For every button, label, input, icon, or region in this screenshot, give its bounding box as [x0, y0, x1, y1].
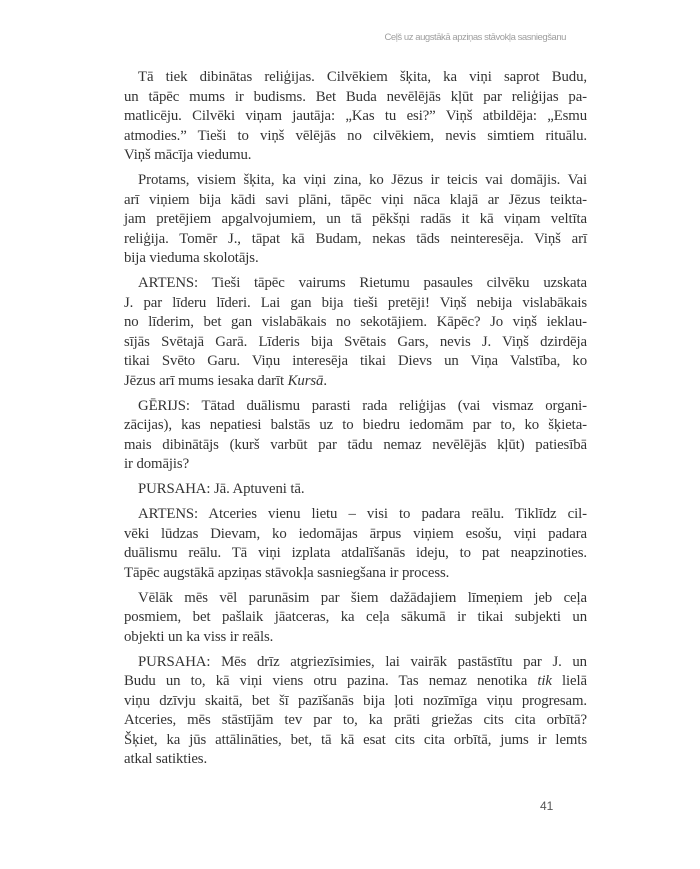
text-line: no līderim, bet gan vislabākais no sekotājiem. Kāpēc? Jo viņš ieklau- — [124, 314, 587, 330]
text-line: viņu dzīvju skaitā, bet šī pazīšanās bija ļoti nozīmīga viņu progresam. — [124, 692, 587, 709]
text-line: matlicēju. Cilvēki viņam jautāja: „Kas tu esi?” Viņš atbildēja: „Esmu — [124, 108, 587, 124]
text-line: Protams, visiem šķita, ka viņi zina, ko Jēzus ir teicis vai domājis. Vai — [138, 172, 587, 188]
text-line: Budu un to, kā viņi viens otru pazina. Tas nemaz nenotika tik lielā — [124, 673, 587, 689]
text-line: Tāpēc augstākā apziņas stāvokļa sasniegšana ir process. — [124, 564, 450, 581]
paragraph — [124, 274, 587, 391]
text-line: arī viņiem bija kādi savi plāni, tāpēc viņi nāca klajā ar Jēzus teikta- — [124, 191, 587, 208]
page-number: 41 — [540, 799, 554, 813]
text-line: zācijas), kas nepatiesi balstās uz to biedru iedomām par to, ko šķieta- — [124, 417, 587, 433]
text-line: bija vieduma skolotājs. — [124, 250, 259, 266]
text-line: GĒRIJS: Tātad duālismu parasti rada reliģijas (vai vismaz organi- — [138, 397, 587, 414]
text-line: vēki lūdzas Dievam, ko iedomājas ārpus viņiem esošu, viņi padara — [124, 525, 587, 542]
text-line: PURSAHA: Jā. Aptuveni tā. — [138, 481, 305, 497]
text-line: Atceries, mēs stāstījām tev par to, ka prāti griežas cits cita orbītā? — [124, 712, 587, 728]
text-line: atkal satikties. — [124, 751, 208, 767]
text-line: mais dibinātājs (kurš varbūt par tādu nemaz nevēlējās kļūt) patiesībā — [124, 436, 587, 453]
paragraph — [124, 505, 587, 583]
text-line: objekti un ka viss ir reāls. — [124, 628, 274, 645]
text-line: J. par līderu līderi. Lai gan bija tieši pretēji! Viņš nebija vislabākais — [124, 294, 587, 311]
paragraph — [124, 397, 587, 475]
text-line: sījās Svētajā Garā. Līderis bija Svētais Gars, nevis J. Viņš dzirdēja — [124, 333, 587, 350]
text-line: Jēzus arī mums iesaka darīt Kursā. — [124, 372, 327, 389]
text-line: Šķiet, ka jūs attālināties, bet, tā kā esat cits cita orbītā, jums ir lemts — [124, 731, 587, 748]
paragraph — [124, 480, 587, 500]
text-line: Viņš mācīja viedumu. — [124, 147, 252, 163]
text-line: PURSAHA: Mēs drīz atgriezīsimies, lai vairāk pastāstītu par J. un — [138, 653, 587, 670]
paragraph — [124, 68, 587, 166]
text-line: ARTENS: Tieši tāpēc vairums Rietumu pasaules cilvēku uzskata — [138, 275, 587, 291]
text-line: duālismu reālu. Tā viņi izplata atdalīšanās ideju, to pat neapzinoties. — [124, 545, 587, 561]
text-line: tikai Svēto Garu. Viņu interesēja tikai Dievs un Viņa Valstība, ko — [124, 353, 587, 369]
text-line: reliģija. Tomēr J., tāpat kā Budam, nekas tāds neinteresēja. Viņš arī — [124, 230, 587, 247]
body-text — [124, 68, 587, 775]
text-line: atmodies.” Tieši to viņš vēlējās no cilvēkiem, nevis simtiem rituālu. — [124, 127, 587, 144]
text-line: ARTENS: Atceries vienu lietu – visi to padara reālu. Tiklīdz cil- — [138, 506, 587, 522]
text-line: ir domājis? — [124, 456, 190, 472]
text-line: Tā tiek dibinātas reliģijas. Cilvēkiem šķita, ka viņi saprot Budu, — [138, 69, 587, 85]
text-line: un tāpēc mums ir budisms. Bet Buda nevēlējās kļūt par reliģijas pa- — [124, 88, 587, 105]
running-header: Ceļš uz augstākā apziņas stāvokļa sasniegšanu — [384, 32, 566, 43]
paragraph — [124, 171, 587, 269]
paragraph — [124, 589, 587, 648]
text-line: jam pretējiem apgalvojumiem, un tā pēkšņi radās it kā viņam veltīta — [124, 211, 587, 227]
paragraph — [124, 653, 587, 770]
text-line: Vēlāk mēs vēl parunāsim par šiem dažādajiem līmeņiem jeb ceļa — [138, 589, 587, 606]
text-line: posmiem, bet pašlaik jāatceras, ka ceļa sākumā ir tikai subjekti un — [124, 609, 587, 625]
